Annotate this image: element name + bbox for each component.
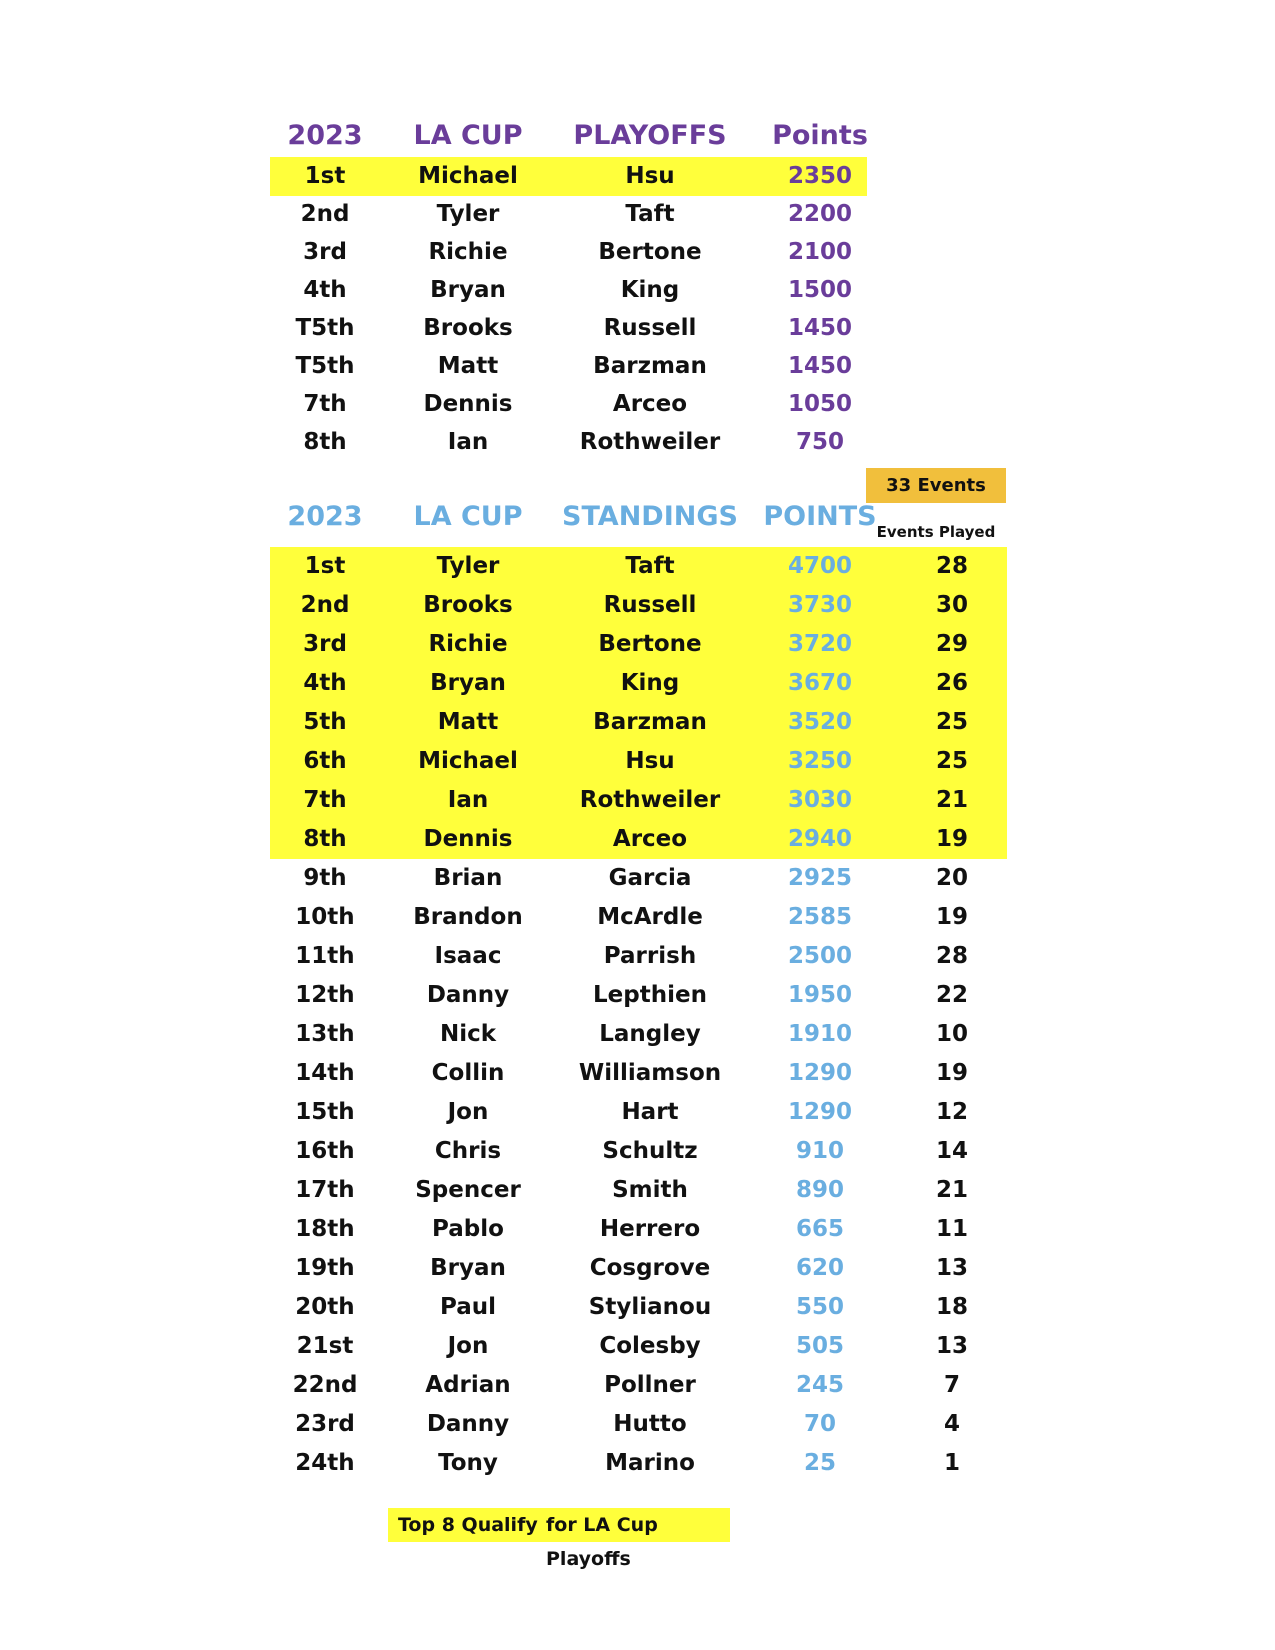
last-name: Taft <box>625 553 675 579</box>
first-name: Bryan <box>430 670 506 696</box>
first-name: Chris <box>434 1138 502 1164</box>
standings-title: STANDINGS <box>562 501 738 532</box>
rank: 15th <box>295 1099 355 1125</box>
events-played: 22 <box>935 982 968 1008</box>
events-played: 19 <box>935 1060 968 1086</box>
first-name: Jon <box>447 1333 489 1359</box>
points: 1910 <box>787 1021 852 1047</box>
points: 505 <box>795 1333 844 1359</box>
points: 3730 <box>787 592 852 618</box>
qualify-note-part2: for LA Cup Playoffs <box>546 1514 658 1570</box>
points: 4700 <box>787 553 852 579</box>
last-name: Herrero <box>599 1216 701 1242</box>
points: 2100 <box>787 239 852 265</box>
last-name: Schultz <box>602 1138 698 1164</box>
points: 2585 <box>787 904 852 930</box>
events-played: 13 <box>935 1255 968 1281</box>
events-played: 19 <box>935 904 968 930</box>
points: 550 <box>795 1294 844 1320</box>
last-name: Hsu <box>625 748 675 774</box>
first-name: Collin <box>431 1060 505 1086</box>
last-name: Parrish <box>603 943 697 969</box>
rank: 7th <box>303 787 347 813</box>
rank: 4th <box>303 670 347 696</box>
last-name: Russell <box>603 315 697 341</box>
last-name: Barzman <box>593 709 707 735</box>
rank: 1st <box>304 553 346 579</box>
points: 3720 <box>787 631 852 657</box>
events-played: 20 <box>935 865 968 891</box>
last-name: Garcia <box>608 865 692 891</box>
last-name: Hsu <box>625 163 675 189</box>
first-name: Matt <box>437 353 499 379</box>
first-name: Dennis <box>423 826 513 852</box>
points: 3670 <box>787 670 852 696</box>
points: 750 <box>795 429 844 455</box>
points: 910 <box>795 1138 844 1164</box>
rank: 1st <box>304 163 346 189</box>
last-name: Arceo <box>612 391 688 417</box>
last-name: Stylianou <box>588 1294 712 1320</box>
first-name: Brandon <box>413 904 523 930</box>
rank: 13th <box>295 1021 355 1047</box>
last-name: Russell <box>603 592 697 618</box>
last-name: McArdle <box>597 904 703 930</box>
last-name: Rothweiler <box>579 429 721 455</box>
points: 1450 <box>787 315 852 341</box>
last-name: Hart <box>621 1099 679 1125</box>
last-name: Bertone <box>598 631 702 657</box>
rank: 18th <box>295 1216 355 1242</box>
points: 2500 <box>787 943 852 969</box>
rank: 14th <box>295 1060 355 1086</box>
first-name: Tyler <box>436 553 500 579</box>
last-name: Colesby <box>599 1333 701 1359</box>
last-name: King <box>620 670 680 696</box>
rank: 8th <box>303 429 347 455</box>
events-played: 14 <box>935 1138 968 1164</box>
points: 665 <box>795 1216 844 1242</box>
first-name: Michael <box>418 163 518 189</box>
events-played: 25 <box>935 709 968 735</box>
events-played: 7 <box>943 1372 960 1398</box>
rank: T5th <box>295 353 355 379</box>
first-name: Spencer <box>415 1177 521 1203</box>
first-name: Isaac <box>434 943 502 969</box>
last-name: Williamson <box>578 1060 722 1086</box>
qualify-note <box>388 1508 730 1570</box>
last-name: Cosgrove <box>589 1255 711 1281</box>
points: 245 <box>795 1372 844 1398</box>
last-name: Lepthien <box>593 982 707 1008</box>
points: 3030 <box>787 787 852 813</box>
events-played: 18 <box>935 1294 968 1320</box>
rank: 20th <box>295 1294 355 1320</box>
first-name: Bryan <box>430 277 506 303</box>
first-name: Bryan <box>430 1255 506 1281</box>
events-played: 1 <box>943 1450 960 1476</box>
events-played: 4 <box>943 1411 960 1437</box>
rank: 7th <box>303 391 347 417</box>
events-played-header: Events Played <box>876 523 996 541</box>
first-name: Tony <box>438 1450 498 1476</box>
points: 2200 <box>787 201 852 227</box>
rank: 2nd <box>300 592 350 618</box>
points: 1290 <box>787 1060 852 1086</box>
events-played: 10 <box>935 1021 968 1047</box>
playoffs-points-header: Points <box>772 120 868 151</box>
first-name: Jon <box>447 1099 489 1125</box>
points: 1500 <box>787 277 852 303</box>
first-name: Danny <box>426 982 510 1008</box>
first-name: Adrian <box>425 1372 511 1398</box>
standings-year: 2023 <box>287 501 363 532</box>
rank: 2nd <box>300 201 350 227</box>
points: 25 <box>803 1450 836 1476</box>
rank: 17th <box>295 1177 355 1203</box>
rank: 3rd <box>303 631 347 657</box>
points: 3520 <box>787 709 852 735</box>
points: 2350 <box>787 163 852 189</box>
events-count-badge: 33 Events <box>866 468 1006 503</box>
last-name: King <box>620 277 680 303</box>
rank: 6th <box>303 748 347 774</box>
events-played: 26 <box>935 670 968 696</box>
last-name: Pollner <box>604 1372 696 1398</box>
points: 2940 <box>787 826 852 852</box>
playoffs-title: PLAYOFFS <box>573 120 727 151</box>
points: 1450 <box>787 353 852 379</box>
events-played: 12 <box>935 1099 968 1125</box>
first-name: Ian <box>447 787 489 813</box>
points: 890 <box>795 1177 844 1203</box>
last-name: Arceo <box>612 826 688 852</box>
first-name: Pablo <box>432 1216 504 1242</box>
rank: 8th <box>303 826 347 852</box>
last-name: Rothweiler <box>579 787 721 813</box>
rank: 19th <box>295 1255 355 1281</box>
events-played: 28 <box>935 553 968 579</box>
points: 620 <box>795 1255 844 1281</box>
rank: 22nd <box>292 1372 358 1398</box>
first-name: Richie <box>428 239 508 265</box>
first-name: Michael <box>418 748 518 774</box>
first-name: Brooks <box>423 315 513 341</box>
events-played: 25 <box>935 748 968 774</box>
points: 1290 <box>787 1099 852 1125</box>
qualify-note-part1: Top 8 Qualify <box>398 1514 538 1536</box>
first-name: Brian <box>433 865 503 891</box>
points: 3250 <box>787 748 852 774</box>
rank: 16th <box>295 1138 355 1164</box>
rank: T5th <box>295 315 355 341</box>
standings-league: LA CUP <box>413 501 523 532</box>
rank: 12th <box>295 982 355 1008</box>
first-name: Richie <box>428 631 508 657</box>
playoffs-league: LA CUP <box>413 120 523 151</box>
events-played: 29 <box>935 631 968 657</box>
rank: 9th <box>303 865 347 891</box>
rank: 3rd <box>303 239 347 265</box>
first-name: Nick <box>439 1021 497 1047</box>
points: 70 <box>803 1411 836 1437</box>
rank: 5th <box>303 709 347 735</box>
rank: 4th <box>303 277 347 303</box>
first-name: Tyler <box>436 201 500 227</box>
last-name: Hutto <box>613 1411 687 1437</box>
last-name: Barzman <box>593 353 707 379</box>
last-name: Taft <box>625 201 675 227</box>
rank: 21st <box>296 1333 354 1359</box>
playoffs-year: 2023 <box>287 120 363 151</box>
first-name: Dennis <box>423 391 513 417</box>
first-name: Matt <box>437 709 499 735</box>
last-name: Langley <box>599 1021 701 1047</box>
last-name: Marino <box>605 1450 695 1476</box>
rank: 10th <box>295 904 355 930</box>
points: 2925 <box>787 865 852 891</box>
points: 1950 <box>787 982 852 1008</box>
first-name: Brooks <box>423 592 513 618</box>
last-name: Smith <box>612 1177 688 1203</box>
events-played: 13 <box>935 1333 968 1359</box>
standings-points-header: POINTS <box>763 501 877 532</box>
events-played: 21 <box>935 787 968 813</box>
events-played: 19 <box>935 826 968 852</box>
points: 1050 <box>787 391 852 417</box>
events-played: 30 <box>935 592 968 618</box>
rank: 23rd <box>295 1411 355 1437</box>
last-name: Bertone <box>598 239 702 265</box>
first-name: Danny <box>426 1411 510 1437</box>
rank: 11th <box>295 943 355 969</box>
first-name: Ian <box>447 429 489 455</box>
events-played: 21 <box>935 1177 968 1203</box>
first-name: Paul <box>439 1294 497 1320</box>
rank: 24th <box>295 1450 355 1476</box>
events-played: 28 <box>935 943 968 969</box>
events-played: 11 <box>935 1216 968 1242</box>
